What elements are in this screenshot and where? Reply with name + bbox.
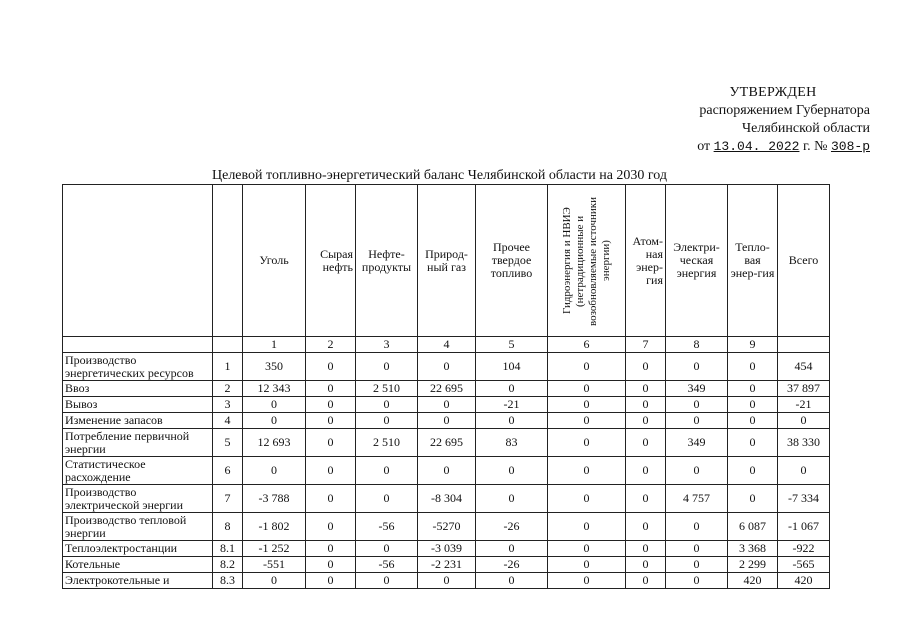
cell-value: 0 bbox=[243, 457, 306, 485]
cell-value: 104 bbox=[476, 353, 548, 381]
column-number: 7 bbox=[626, 337, 666, 353]
cell-value: 83 bbox=[476, 429, 548, 457]
cell-value: -565 bbox=[778, 557, 830, 573]
row-label: Котельные bbox=[63, 557, 213, 573]
row-index: 8 bbox=[213, 513, 243, 541]
cell-value: 0 bbox=[548, 541, 626, 557]
column-number bbox=[63, 337, 213, 353]
table-row bbox=[63, 573, 830, 589]
cell-value: 0 bbox=[778, 457, 830, 485]
column-number: 9 bbox=[728, 337, 778, 353]
cell-value: 4 757 bbox=[666, 485, 728, 513]
cell-value: -26 bbox=[476, 557, 548, 573]
cell-value: -1 802 bbox=[243, 513, 306, 541]
cell-value: 0 bbox=[548, 513, 626, 541]
cell-value: 0 bbox=[666, 573, 728, 589]
row-label: Производство тепловой энергии bbox=[63, 513, 213, 541]
cell-value: 0 bbox=[418, 353, 476, 381]
row-label: Вывоз bbox=[63, 397, 213, 413]
cell-value: 0 bbox=[626, 353, 666, 381]
cell-value: -2 231 bbox=[418, 557, 476, 573]
header-thermal: Тепло-вая энер-гия bbox=[728, 185, 778, 337]
cell-value: 0 bbox=[476, 413, 548, 429]
cell-value: 0 bbox=[626, 573, 666, 589]
column-number: 3 bbox=[356, 337, 418, 353]
cell-value: 349 bbox=[666, 429, 728, 457]
page-title: Целевой топливно-энергетический баланс Челябинской области на 2030 год bbox=[212, 168, 668, 183]
row-index: 8.1 bbox=[213, 541, 243, 557]
cell-value: 0 bbox=[666, 397, 728, 413]
header-crude-oil: Сырая нефть bbox=[306, 185, 356, 337]
cell-value: 0 bbox=[626, 381, 666, 397]
cell-value: 0 bbox=[728, 353, 778, 381]
cell-value: -1 067 bbox=[778, 513, 830, 541]
cell-value: 420 bbox=[728, 573, 778, 589]
cell-value: 0 bbox=[728, 397, 778, 413]
cell-value: 2 510 bbox=[356, 429, 418, 457]
column-number bbox=[213, 337, 243, 353]
approval-date: 13.04. 2022 bbox=[713, 139, 800, 154]
table-row bbox=[63, 381, 830, 397]
cell-value: 0 bbox=[666, 513, 728, 541]
cell-value: 0 bbox=[666, 413, 728, 429]
table-row bbox=[63, 413, 830, 429]
cell-value: 0 bbox=[306, 397, 356, 413]
cell-value: -1 252 bbox=[243, 541, 306, 557]
cell-value: 0 bbox=[306, 413, 356, 429]
cell-value: 0 bbox=[356, 353, 418, 381]
cell-value: 0 bbox=[306, 573, 356, 589]
cell-value: 0 bbox=[306, 557, 356, 573]
approval-line-1: распоряжением Губернатора bbox=[699, 103, 870, 118]
header-natural-gas: Природ-ный газ bbox=[418, 185, 476, 337]
cell-value: 0 bbox=[476, 541, 548, 557]
table-header-row bbox=[63, 185, 830, 337]
cell-value: 0 bbox=[548, 397, 626, 413]
cell-value: 0 bbox=[243, 397, 306, 413]
cell-value: 0 bbox=[666, 557, 728, 573]
table-row bbox=[63, 557, 830, 573]
cell-value: 38 330 bbox=[778, 429, 830, 457]
year-suffix: г. № bbox=[802, 139, 828, 154]
cell-value: 22 695 bbox=[418, 429, 476, 457]
cell-value: 0 bbox=[626, 429, 666, 457]
cell-value: 0 bbox=[306, 485, 356, 513]
cell-value: 0 bbox=[243, 413, 306, 429]
cell-value: 0 bbox=[728, 457, 778, 485]
header-nuclear: Атом-ная энер-гия bbox=[626, 185, 666, 337]
header-blank-index bbox=[213, 185, 243, 337]
cell-value: 0 bbox=[728, 485, 778, 513]
cell-value: 0 bbox=[548, 457, 626, 485]
cell-value: 0 bbox=[356, 457, 418, 485]
table-row bbox=[63, 541, 830, 557]
cell-value: -922 bbox=[778, 541, 830, 557]
cell-value: 2 299 bbox=[728, 557, 778, 573]
cell-value: 6 087 bbox=[728, 513, 778, 541]
row-label: Производство электрической энергии bbox=[63, 485, 213, 513]
cell-value: 0 bbox=[666, 353, 728, 381]
cell-value: 0 bbox=[476, 381, 548, 397]
row-index: 7 bbox=[213, 485, 243, 513]
cell-value: 0 bbox=[548, 557, 626, 573]
column-number bbox=[778, 337, 830, 353]
cell-value: 0 bbox=[548, 381, 626, 397]
header-total: Всего bbox=[778, 185, 830, 337]
table-row bbox=[63, 513, 830, 541]
row-index: 3 bbox=[213, 397, 243, 413]
cell-value: 0 bbox=[626, 485, 666, 513]
header-electric: Электри-ческая энергия bbox=[666, 185, 728, 337]
cell-value: 0 bbox=[728, 381, 778, 397]
table-row bbox=[63, 485, 830, 513]
cell-value: 0 bbox=[418, 397, 476, 413]
cell-value: 454 bbox=[778, 353, 830, 381]
cell-value: 0 bbox=[728, 413, 778, 429]
row-index: 4 bbox=[213, 413, 243, 429]
column-number: 8 bbox=[666, 337, 728, 353]
row-index: 8.3 bbox=[213, 573, 243, 589]
cell-value: 2 510 bbox=[356, 381, 418, 397]
header-blank-label bbox=[63, 185, 213, 337]
row-index: 6 bbox=[213, 457, 243, 485]
cell-value: 0 bbox=[306, 353, 356, 381]
cell-value: 3 368 bbox=[728, 541, 778, 557]
cell-value: 0 bbox=[418, 413, 476, 429]
row-label: Электрокотельные и bbox=[63, 573, 213, 589]
table-row bbox=[63, 353, 830, 381]
cell-value: 0 bbox=[626, 397, 666, 413]
cell-value: -3 788 bbox=[243, 485, 306, 513]
cell-value: 0 bbox=[306, 513, 356, 541]
header-hydro-renewables bbox=[548, 185, 626, 337]
cell-value: 0 bbox=[306, 541, 356, 557]
cell-value: 0 bbox=[306, 381, 356, 397]
header-coal: Уголь bbox=[243, 185, 306, 337]
cell-value: 0 bbox=[476, 485, 548, 513]
approval-date-line bbox=[620, 138, 870, 156]
cell-value: 0 bbox=[243, 573, 306, 589]
column-number: 6 bbox=[548, 337, 626, 353]
cell-value: 0 bbox=[626, 513, 666, 541]
cell-value: 0 bbox=[356, 573, 418, 589]
cell-value: 37 897 bbox=[778, 381, 830, 397]
header-hydro-renewables-text: Гидроэнергия и НВИЭ (нетрадиционные и возобновляемые источники энергии) bbox=[560, 195, 612, 326]
header-oil-products: Нефте-продукты bbox=[356, 185, 418, 337]
row-label: Статистическое расхождение bbox=[63, 457, 213, 485]
cell-value: 0 bbox=[306, 429, 356, 457]
cell-value: 0 bbox=[666, 457, 728, 485]
table-row bbox=[63, 397, 830, 413]
table-row bbox=[63, 429, 830, 457]
cell-value: 0 bbox=[548, 413, 626, 429]
column-numbers-row bbox=[63, 337, 830, 353]
cell-value: 0 bbox=[476, 457, 548, 485]
cell-value: 0 bbox=[548, 429, 626, 457]
cell-value: -7 334 bbox=[778, 485, 830, 513]
column-number: 2 bbox=[306, 337, 356, 353]
table-row bbox=[63, 457, 830, 485]
cell-value: 0 bbox=[356, 413, 418, 429]
column-number: 1 bbox=[243, 337, 306, 353]
cell-value: -21 bbox=[476, 397, 548, 413]
cell-value: 0 bbox=[476, 573, 548, 589]
cell-value: 349 bbox=[666, 381, 728, 397]
cell-value: 0 bbox=[356, 541, 418, 557]
cell-value: 0 bbox=[548, 573, 626, 589]
table-body bbox=[63, 353, 830, 589]
approval-line-2: Челябинской области bbox=[742, 121, 870, 136]
cell-value: 12 343 bbox=[243, 381, 306, 397]
cell-value: 0 bbox=[728, 429, 778, 457]
cell-value: -551 bbox=[243, 557, 306, 573]
cell-value: -21 bbox=[778, 397, 830, 413]
header-other-solid-fuel: Прочее твердое топливо bbox=[476, 185, 548, 337]
cell-value: 420 bbox=[778, 573, 830, 589]
cell-value: 0 bbox=[356, 485, 418, 513]
cell-value: -3 039 bbox=[418, 541, 476, 557]
cell-value: 0 bbox=[548, 485, 626, 513]
cell-value: 0 bbox=[626, 557, 666, 573]
date-prefix: от bbox=[697, 139, 711, 154]
column-number: 4 bbox=[418, 337, 476, 353]
row-index: 5 bbox=[213, 429, 243, 457]
row-label: Изменение запасов bbox=[63, 413, 213, 429]
row-label: Потребление первичной энергии bbox=[63, 429, 213, 457]
cell-value: 0 bbox=[418, 457, 476, 485]
balance-table bbox=[62, 184, 830, 589]
row-index: 8.2 bbox=[213, 557, 243, 573]
cell-value: 0 bbox=[306, 457, 356, 485]
column-number: 5 bbox=[476, 337, 548, 353]
row-index: 1 bbox=[213, 353, 243, 381]
row-label: Ввоз bbox=[63, 381, 213, 397]
cell-value: 0 bbox=[778, 413, 830, 429]
row-label: Производство энергетических ресурсов bbox=[63, 353, 213, 381]
cell-value: 0 bbox=[626, 541, 666, 557]
cell-value: 350 bbox=[243, 353, 306, 381]
cell-value: -8 304 bbox=[418, 485, 476, 513]
approval-number: 308-р bbox=[830, 139, 870, 154]
row-index: 2 bbox=[213, 381, 243, 397]
cell-value: -56 bbox=[356, 557, 418, 573]
cell-value: 0 bbox=[626, 457, 666, 485]
cell-value: 0 bbox=[418, 573, 476, 589]
approval-heading: УТВЕРЖДЕН bbox=[729, 85, 817, 100]
row-label: Теплоэлектростанции bbox=[63, 541, 213, 557]
cell-value: 0 bbox=[548, 353, 626, 381]
cell-value: 0 bbox=[626, 413, 666, 429]
approval-stamp bbox=[620, 84, 870, 156]
cell-value: 0 bbox=[666, 541, 728, 557]
cell-value: 12 693 bbox=[243, 429, 306, 457]
cell-value: 22 695 bbox=[418, 381, 476, 397]
cell-value: -26 bbox=[476, 513, 548, 541]
cell-value: -56 bbox=[356, 513, 418, 541]
cell-value: -5270 bbox=[418, 513, 476, 541]
cell-value: 0 bbox=[356, 397, 418, 413]
